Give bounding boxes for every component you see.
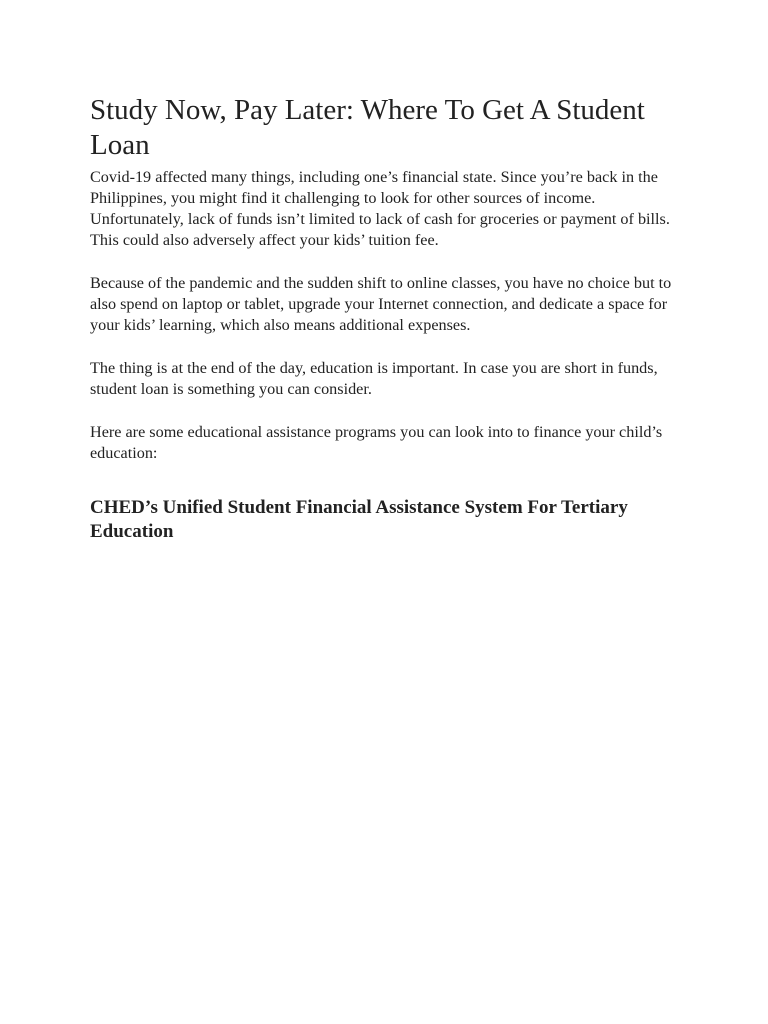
article-title: Study Now, Pay Later: Where To Get A Student Loan — [90, 94, 645, 161]
article-paragraph-4: Here are some educational assistance programs you can look into to finance your child’s education: — [90, 423, 663, 462]
article-paragraph-2: Because of the pandemic and the sudden shift to online classes, you have no choice but to also spend on laptop or tablet, upgrade your Internet connection, and dedicate a space for your kids’ learning, which also means additional expenses. — [90, 274, 672, 334]
section-heading: CHED’s Unified Student Financial Assistance System For Tertiary Education — [90, 497, 628, 542]
article — [90, 93, 690, 544]
article-paragraph-1: Covid-19 affected many things, including one’s financial state. Since you’re back in the Philippines, you might find it challenging to look for other sources of income. Unfortunately, lack of funds isn’t limited to lack of cash for groceries or payment of bills. This could also adversely affect your kids’ tuition fee. — [90, 168, 670, 249]
article-paragraph-3: The thing is at the end of the day, education is important. In case you are short in funds, student loan is something you can consider. — [90, 359, 658, 398]
